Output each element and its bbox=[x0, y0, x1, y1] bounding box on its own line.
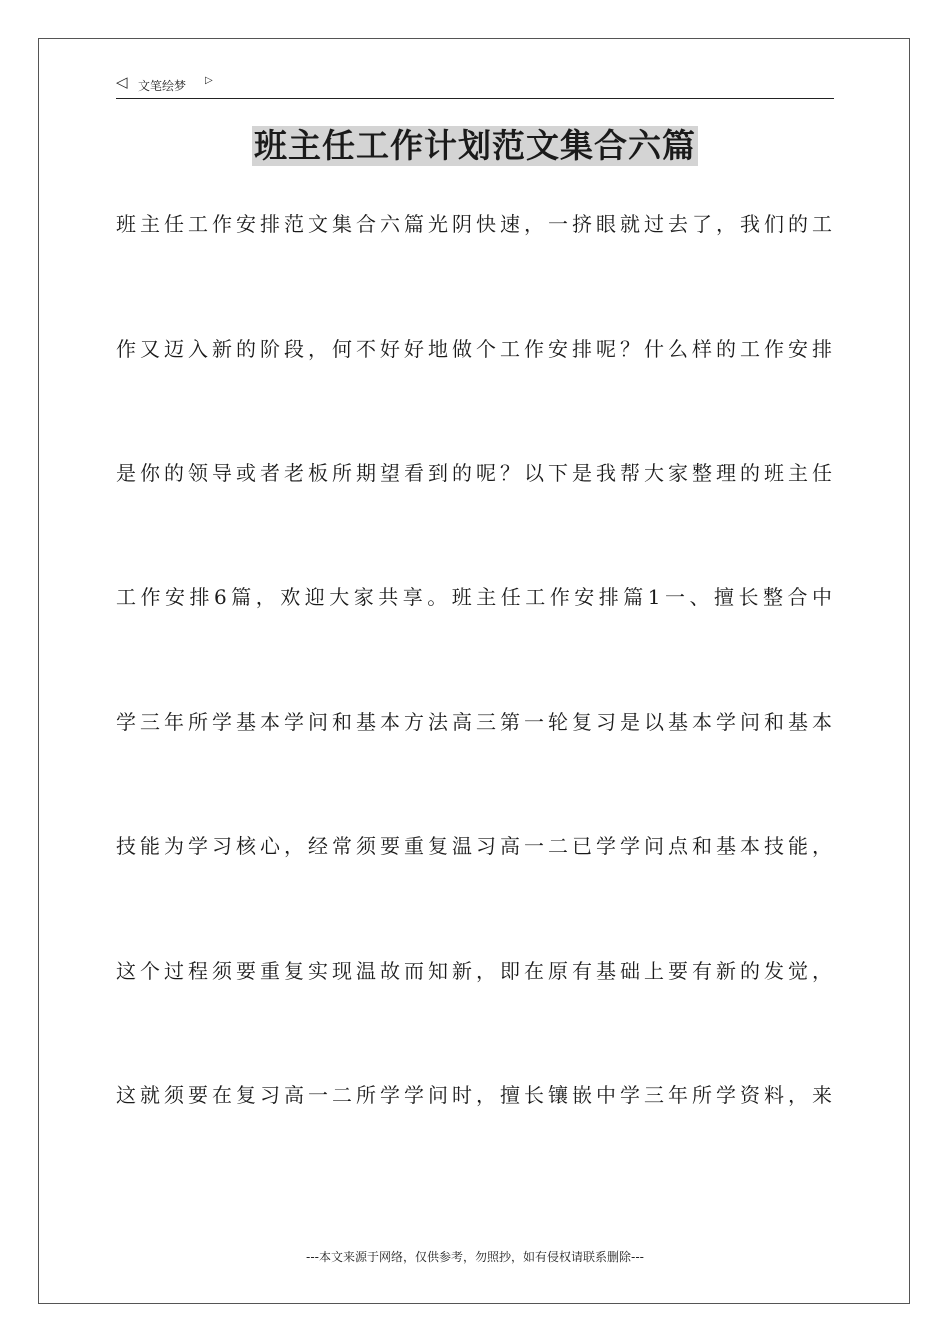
body-line-7: 这个过程须要重复实现温故而知新，即在原有基础上要有新的发觉， bbox=[116, 959, 834, 983]
header-brand-text: 文笔绘梦 bbox=[138, 79, 187, 93]
body-line-5: 学三年所学基本学问和基本方法高三第一轮复习是以基本学问和基本 bbox=[116, 710, 834, 734]
body-line-6: 技能为学习核心，经常须要重复温习高一二已学学问点和基本技能， bbox=[116, 834, 834, 858]
page-header bbox=[116, 72, 834, 99]
body-line-1: 班主任工作安排范文集合六篇光阴快速，一挤眼就过去了，我们的工 bbox=[116, 212, 834, 236]
triangle-right-icon: ▷ bbox=[205, 75, 213, 86]
title-container bbox=[0, 126, 950, 166]
body-line-4: 工作安排6篇，欢迎大家共享。班主任工作安排篇1一、擅长整合中 bbox=[116, 585, 834, 609]
triangle-left-icon: ◁ bbox=[116, 73, 128, 91]
body-line-2: 作又迈入新的阶段，何不好好地做个工作安排呢？什么样的工作安排 bbox=[116, 337, 834, 361]
page-footer-disclaimer: ---本文来源于网络，仅供参考，勿照抄，如有侵权请联系删除--- bbox=[306, 1250, 644, 1264]
body-line-8: 这就须要在复习高一二所学学问时，擅长镶嵌中学三年所学资料，来 bbox=[116, 1083, 834, 1107]
document-title: 班主任工作计划范文集合六篇 bbox=[254, 126, 696, 165]
body-line-3: 是你的领导或者老板所期望看到的呢？以下是我帮大家整理的班主任 bbox=[116, 461, 834, 485]
